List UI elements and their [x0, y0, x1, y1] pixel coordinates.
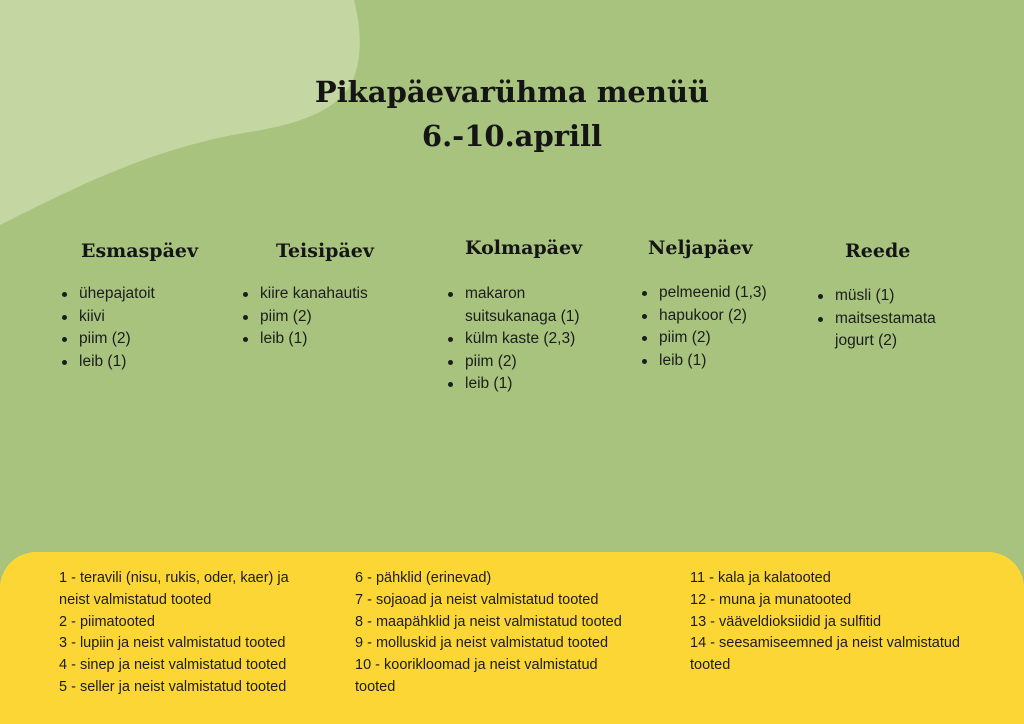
menu-item: leib (1) — [641, 350, 767, 373]
allergen-line: 10 - koorikloomad ja neist valmistatud — [355, 657, 598, 674]
allergen-line: 7 - sojaoad ja neist valmistatud tooted — [355, 591, 599, 608]
menu-item: leib (1) — [447, 373, 582, 396]
menu-item: kiivi — [61, 306, 198, 329]
menu-item: piim (2) — [447, 351, 582, 374]
date-range: 6.-10.aprill — [421, 119, 603, 153]
menu-item: maitsestamata — [817, 308, 936, 331]
day-column-wednesday — [465, 236, 582, 396]
menu-item: kiire kanahautis — [242, 283, 374, 306]
page-title: Pikapäevarühma menüü — [314, 75, 710, 109]
allergen-line: 2 - piimatooted — [59, 613, 155, 630]
allergen-column-2 — [355, 568, 622, 699]
menu-item: piim (2) — [641, 327, 767, 350]
menu-item-continuation: jogurt (2) — [835, 332, 898, 350]
menu-item: piim (2) — [242, 306, 374, 329]
allergen-line: 5 - seller ja neist valmistatud tooted — [59, 678, 287, 695]
allergen-line: 13 - vääveldioksiidid ja sulfitid — [690, 613, 882, 630]
allergen-line: 14 - seesamiseemned ja neist valmistatud — [690, 635, 960, 652]
day-heading: Reede — [845, 240, 911, 262]
day-column-thursday — [648, 236, 767, 372]
menu-item: leib (1) — [61, 351, 198, 374]
menu-item: makaron — [447, 283, 582, 306]
allergen-line: 9 - molluskid ja neist valmistatud tooted — [355, 635, 609, 652]
menu-item: ühepajatoit — [61, 283, 198, 306]
allergen-line: 4 - sinep ja neist valmistatud tooted — [59, 657, 287, 674]
allergen-line: 1 - teravili (nisu, rukis, oder, kaer) ja — [59, 570, 289, 586]
day-column-monday — [81, 239, 198, 373]
allergen-line: 6 - pähklid (erinevad) — [355, 570, 492, 586]
allergen-column-1 — [59, 568, 289, 699]
allergen-column-3 — [690, 568, 960, 677]
allergen-line: 3 - lupiin ja neist valmistatud tooted — [59, 635, 286, 652]
menu-item: leib (1) — [242, 328, 374, 351]
allergen-line: 11 - kala ja kalatooted — [690, 570, 831, 586]
day-heading: Teisipäev — [276, 240, 374, 262]
day-column-tuesday — [260, 239, 374, 351]
menu-item: külm kaste (2,3) — [447, 328, 582, 351]
day-heading: Neljapäev — [648, 237, 753, 259]
menu-item: piim (2) — [61, 328, 198, 351]
menu-item: pelmeenid (1,3) — [641, 282, 767, 305]
allergen-line: 12 - muna ja munatooted — [690, 591, 852, 608]
day-heading: Esmaspäev — [81, 240, 199, 262]
menu-item-continuation: suitsukanaga (1) — [465, 307, 580, 325]
menu-item: hapukoor (2) — [641, 305, 767, 328]
allergen-line: tooted — [355, 678, 396, 695]
allergen-line: neist valmistatud tooted — [59, 591, 212, 608]
allergen-legend-panel — [0, 552, 1024, 724]
day-heading: Kolmapäev — [465, 237, 583, 259]
menu-item: müsli (1) — [817, 285, 936, 308]
allergen-line: 8 - maapähklid ja neist valmistatud tooted — [355, 613, 622, 630]
day-column-friday — [835, 239, 936, 353]
allergen-line: tooted — [690, 657, 731, 674]
